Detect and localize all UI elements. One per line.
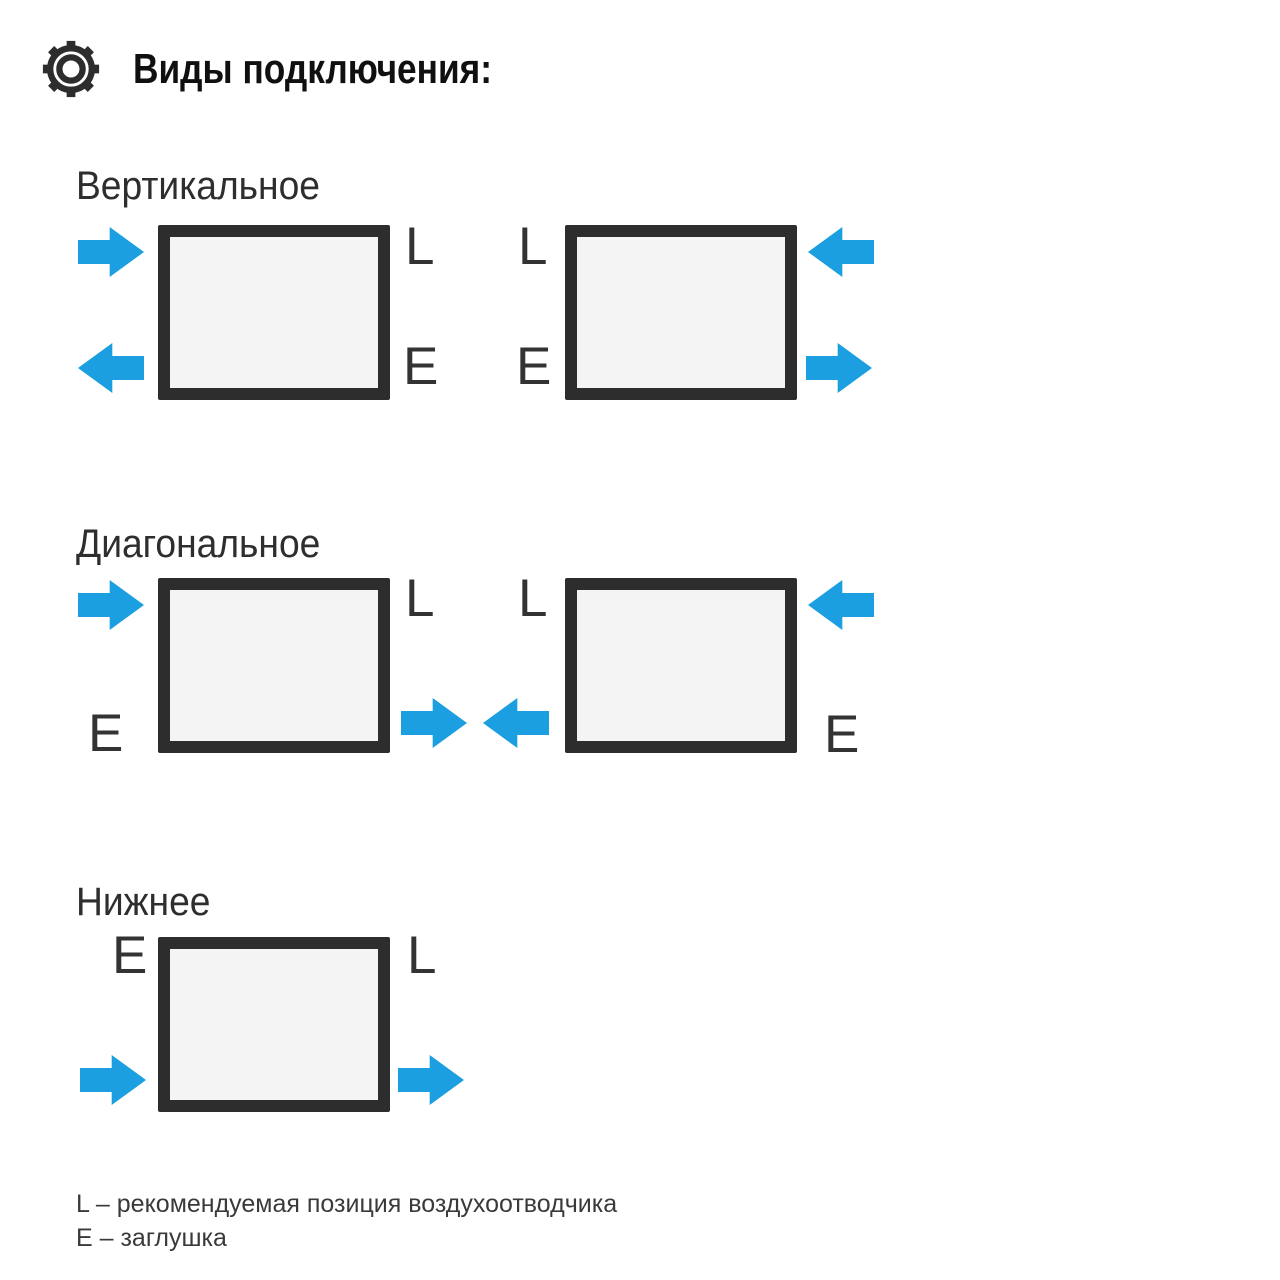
inlet-arrow-icon bbox=[808, 580, 874, 630]
radiator-box bbox=[565, 578, 797, 753]
port-label-L: L bbox=[405, 569, 435, 628]
radiator-box bbox=[565, 225, 797, 400]
legend-line-vent: L – рекомендуемая позиция воздухоотводчика bbox=[76, 1190, 618, 1218]
outlet-arrow-icon bbox=[401, 698, 467, 748]
outlet-arrow-icon bbox=[398, 1055, 464, 1105]
legend bbox=[76, 1187, 617, 1255]
port-label-L: L bbox=[518, 569, 548, 628]
outlet-arrow-icon bbox=[806, 343, 872, 393]
port-label-E: E bbox=[112, 926, 148, 985]
outlet-arrow-icon bbox=[78, 343, 144, 393]
radiator-box bbox=[158, 578, 390, 753]
port-label-E: E bbox=[824, 705, 860, 764]
section-label-vertical: Вертикальное bbox=[76, 164, 320, 208]
radiator-box bbox=[158, 937, 390, 1112]
legend-line-plug: E – заглушка bbox=[76, 1224, 227, 1252]
port-label-E: E bbox=[88, 704, 124, 763]
inlet-arrow-icon bbox=[80, 1055, 146, 1105]
port-label-L: L bbox=[405, 217, 435, 276]
inlet-arrow-icon bbox=[78, 227, 144, 277]
gear-icon bbox=[40, 38, 102, 100]
inlet-arrow-icon bbox=[78, 580, 144, 630]
section-label-bottom: Нижнее bbox=[76, 880, 211, 924]
port-label-L: L bbox=[518, 217, 548, 276]
port-label-E: E bbox=[403, 337, 439, 396]
port-label-E: E bbox=[516, 337, 552, 396]
section-label-diagonal: Диагональное bbox=[76, 522, 321, 566]
page-title: Виды подключения: bbox=[133, 45, 493, 92]
radiator-box bbox=[158, 225, 390, 400]
outlet-arrow-icon bbox=[483, 698, 549, 748]
inlet-arrow-icon bbox=[808, 227, 874, 277]
port-label-L: L bbox=[407, 926, 437, 985]
